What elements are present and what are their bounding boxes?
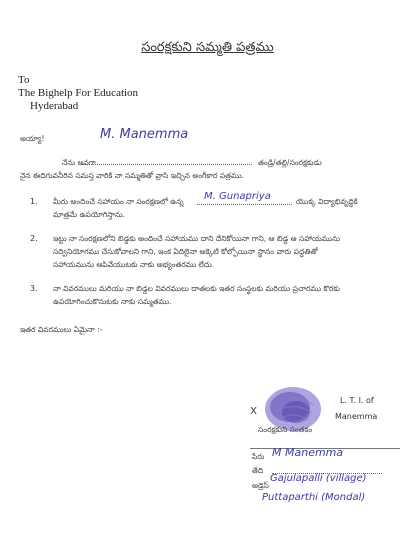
item-3-line1: నా వివరములు మరియు నా బిడ్డల వివరములు దాతలకు ఇతర సంస్థలకు మరియు ప్రచారము కొరకు	[53, 284, 340, 293]
address-org: The Bighelp For Education	[18, 87, 139, 99]
name-label: పేరు	[252, 452, 265, 461]
thumb-label-line1: L. T. I. of	[340, 396, 374, 405]
salutation: అయ్యా!	[20, 134, 45, 143]
thumb-label-line2: Manemma	[335, 412, 378, 421]
item-2-line3: సహాయమును ఆపివేయుటకు నాకు అభ్యంతరము లేదు.	[53, 260, 215, 269]
item-1-post: యొక్క విద్యాభివృద్ధికి	[296, 197, 358, 206]
item-1-number: 1.	[30, 197, 38, 206]
item-1-student-name: M. Gunapriya	[204, 191, 271, 202]
address-label: అడ్రెస్	[252, 481, 269, 490]
item-2-line1: ఇట్టు నా సంరక్షణలోని బిడ్డకు అందించే సహాయము దాని దేనికోయినా గాని, ఆ బిడ్డ ఆ సహాయమును	[53, 234, 341, 243]
recipient-name: M. Manemma	[100, 127, 189, 142]
address-line2: Puttaparthi (Mondal)	[262, 492, 366, 503]
address-to: To	[18, 74, 30, 86]
item-1-blank	[197, 204, 292, 205]
name-value: M Manemma	[272, 446, 344, 459]
other-details-label: ఇతర వివరములు ఏమైనా :-	[20, 325, 103, 334]
item-2-line2: సద్వినియోగము చేసుకోవాలని గాని, ఇంక ఏదిలైనా అక్కెటి కోల్పోయినా స్థానం వారు పద్ధతితో	[53, 247, 318, 256]
item-1-pre: మీరు అందించే సహాయం నా సంరక్షణలో ఉన్న	[53, 197, 184, 206]
intro-line1-suffix: తండ్రి/తల్లి/సంరక్షకుడు	[258, 158, 322, 167]
address-line1: Gajulapalli (village)	[270, 473, 367, 484]
thumb-caption: సంరక్షకుని సంతకం	[258, 425, 313, 434]
item-2-number: 2.	[30, 234, 38, 243]
intro-name-blank	[82, 164, 252, 165]
thumb-marker: x	[250, 403, 258, 417]
intro-line1-prefix: నేను అనగా	[62, 158, 96, 167]
date-label: తేది	[252, 466, 264, 475]
item-3-number: 3.	[30, 284, 38, 293]
page-title: సంరక్షకుని సమ్మతి పత్రము	[141, 40, 274, 55]
address-city: Hyderabad	[30, 100, 79, 112]
intro-line2: నైన ఈదిగువనీరిన సమస్త వారికి నా సమ్మతితో వ్రాసి ఇచ్చిన అంగీకార పత్రము.	[20, 171, 244, 180]
item-3-line2: ఉపయోగించుకొనుటకు నాకు సమ్మతము.	[53, 297, 172, 306]
item-1-line2: మాత్రమే ఉపయోగిస్తాను.	[53, 210, 125, 219]
